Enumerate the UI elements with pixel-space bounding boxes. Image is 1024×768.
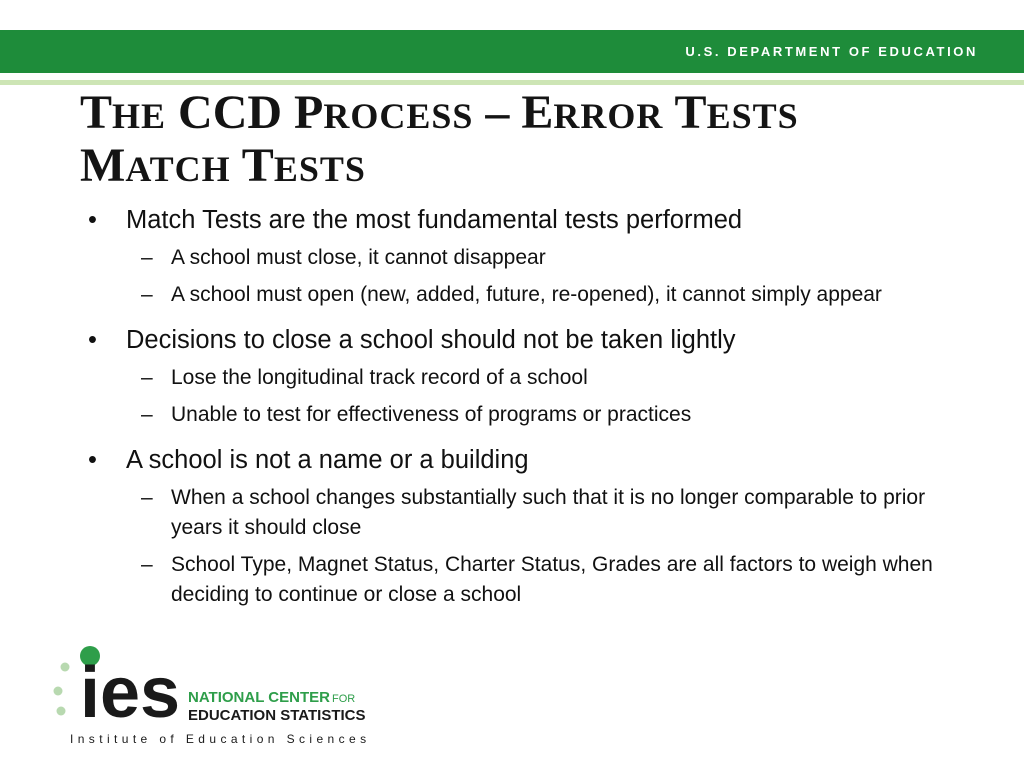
sub-bullet-item	[88, 550, 948, 610]
bullet-list	[88, 204, 948, 610]
logo-name-line1: NATIONAL CENTER	[188, 689, 330, 706]
nces-logo	[50, 645, 410, 755]
sub-bullet-marker: –	[141, 403, 153, 426]
logo-dot-small	[61, 663, 70, 672]
bullet-marker: •	[88, 206, 97, 234]
bullet-text: Match Tests are the most fundamental tests performed	[126, 206, 743, 234]
bullet-text: A school is not a name or a building	[126, 446, 529, 474]
sub-bullet-marker: –	[141, 366, 153, 389]
sub-bullet-marker: –	[141, 553, 153, 576]
logo-dot-small	[54, 687, 63, 696]
bullet-item	[88, 444, 948, 476]
bullet-marker: •	[88, 326, 97, 354]
logo-name-line2: EDUCATION STATISTICS	[188, 707, 366, 724]
bullet-item	[88, 204, 948, 236]
logo-dot-small	[57, 707, 66, 716]
sub-bullet-text: School Type, Magnet Status, Charter Status, Grades are all factors to weigh when deciding to continue or close a school	[171, 553, 933, 606]
sub-bullet-item	[88, 280, 948, 310]
department-label: U.S. DEPARTMENT OF EDUCATION	[685, 44, 978, 59]
bullet-marker: •	[88, 446, 97, 474]
header-accent-line	[0, 80, 1024, 85]
nces-logo-graphic	[50, 645, 410, 755]
slide-title	[80, 88, 1000, 194]
logo-mark: ies	[80, 653, 181, 733]
bullet-text: Decisions to close a school should not be taken lightly	[126, 326, 736, 354]
sub-bullet-text: A school must close, it cannot disappear	[171, 246, 546, 269]
sub-bullet-text: When a school changes substantially such that it is no longer comparable to prior years it should close	[171, 486, 926, 539]
logo-name-for: FOR	[332, 693, 356, 705]
sub-bullet-item	[88, 363, 948, 393]
sub-bullet-text: Lose the longitudinal track record of a school	[171, 366, 588, 389]
logo-tagline: Institute of Education Sciences	[70, 732, 371, 746]
sub-bullet-marker: –	[141, 246, 153, 269]
title-line-2: MATCH TESTS	[80, 139, 366, 192]
sub-bullet-text: Unable to test for effectiveness of programs or practices	[171, 403, 692, 426]
sub-bullet-item	[88, 400, 948, 430]
sub-bullet-marker: –	[141, 486, 153, 509]
sub-bullet-marker: –	[141, 283, 153, 306]
bullet-item	[88, 324, 948, 356]
sub-bullet-item	[88, 483, 948, 543]
title-line-1: THE CCD PROCESS – ERROR TESTS	[80, 86, 799, 139]
header-band	[0, 30, 1024, 73]
sub-bullet-text: A school must open (new, added, future, re-opened), it cannot simply appear	[171, 283, 882, 306]
sub-bullet-item	[88, 243, 948, 273]
